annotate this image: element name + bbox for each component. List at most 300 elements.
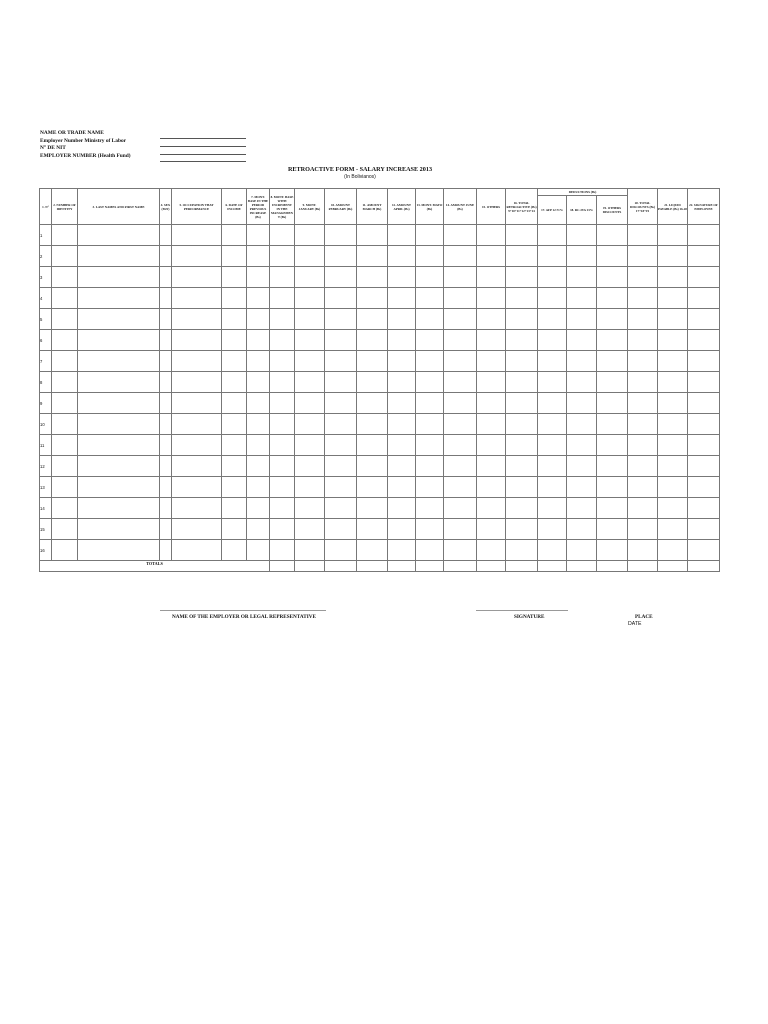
table-cell[interactable] — [270, 351, 295, 372]
table-cell[interactable] — [506, 351, 538, 372]
table-cell[interactable] — [295, 351, 325, 372]
table-cell[interactable] — [325, 351, 357, 372]
table-cell[interactable] — [477, 456, 506, 477]
table-cell[interactable] — [172, 309, 222, 330]
table-cell[interactable] — [444, 267, 477, 288]
table-cell[interactable] — [295, 477, 325, 498]
table-cell[interactable] — [222, 435, 247, 456]
table-cell[interactable] — [688, 309, 720, 330]
table-cell[interactable] — [538, 246, 567, 267]
table-cell[interactable] — [688, 225, 720, 246]
table-cell[interactable] — [172, 246, 222, 267]
table-cell[interactable] — [597, 372, 628, 393]
table-cell[interactable] — [52, 288, 78, 309]
table-cell[interactable] — [247, 456, 270, 477]
table-cell[interactable] — [78, 414, 160, 435]
table-cell[interactable] — [658, 288, 688, 309]
table-cell[interactable] — [658, 309, 688, 330]
table-cell[interactable] — [416, 456, 444, 477]
table-cell[interactable] — [416, 351, 444, 372]
table-cell[interactable] — [538, 372, 567, 393]
table-cell[interactable] — [160, 498, 172, 519]
table-cell[interactable] — [357, 498, 388, 519]
table-cell[interactable] — [172, 372, 222, 393]
table-cell[interactable] — [295, 330, 325, 351]
table-cell[interactable] — [444, 330, 477, 351]
table-cell[interactable] — [628, 309, 658, 330]
table-cell[interactable] — [597, 225, 628, 246]
table-cell[interactable] — [416, 540, 444, 561]
table-cell[interactable] — [160, 288, 172, 309]
table-cell[interactable] — [567, 519, 597, 540]
table-cell[interactable] — [270, 519, 295, 540]
table-cell[interactable] — [357, 393, 388, 414]
table-cell[interactable] — [567, 246, 597, 267]
table-cell[interactable] — [270, 225, 295, 246]
table-cell[interactable] — [597, 246, 628, 267]
table-cell[interactable] — [477, 477, 506, 498]
table-cell[interactable] — [688, 540, 720, 561]
table-cell[interactable] — [688, 372, 720, 393]
table-cell[interactable] — [538, 477, 567, 498]
table-cell[interactable] — [270, 372, 295, 393]
table-cell[interactable] — [567, 267, 597, 288]
table-cell[interactable] — [78, 519, 160, 540]
table-cell[interactable] — [270, 456, 295, 477]
table-cell[interactable] — [357, 351, 388, 372]
table-cell[interactable] — [160, 477, 172, 498]
table-cell[interactable] — [172, 414, 222, 435]
table-cell[interactable] — [222, 456, 247, 477]
table-cell[interactable] — [325, 267, 357, 288]
table-cell[interactable] — [222, 477, 247, 498]
table-cell[interactable] — [567, 372, 597, 393]
table-cell[interactable] — [247, 225, 270, 246]
table-cell[interactable] — [538, 456, 567, 477]
table-cell[interactable] — [658, 246, 688, 267]
table-cell[interactable] — [567, 435, 597, 456]
table-cell[interactable] — [247, 498, 270, 519]
table-cell[interactable] — [357, 288, 388, 309]
table-cell[interactable] — [628, 267, 658, 288]
table-cell[interactable] — [477, 393, 506, 414]
table-cell[interactable] — [270, 435, 295, 456]
table-cell[interactable] — [538, 267, 567, 288]
table-cell[interactable] — [172, 498, 222, 519]
table-cell[interactable] — [688, 414, 720, 435]
table-cell[interactable] — [477, 267, 506, 288]
table-cell[interactable] — [506, 393, 538, 414]
table-cell[interactable] — [357, 225, 388, 246]
table-cell[interactable] — [295, 435, 325, 456]
table-cell[interactable] — [628, 330, 658, 351]
table-cell[interactable] — [567, 498, 597, 519]
table-cell[interactable] — [658, 225, 688, 246]
table-cell[interactable] — [172, 330, 222, 351]
table-cell[interactable] — [222, 225, 247, 246]
table-cell[interactable] — [270, 498, 295, 519]
table-cell[interactable] — [567, 456, 597, 477]
table-cell[interactable] — [270, 288, 295, 309]
table-cell[interactable] — [477, 288, 506, 309]
table-cell[interactable] — [325, 309, 357, 330]
table-cell[interactable] — [270, 330, 295, 351]
table-cell[interactable] — [78, 372, 160, 393]
table-cell[interactable] — [160, 414, 172, 435]
table-cell[interactable] — [270, 477, 295, 498]
health-fund-line[interactable] — [160, 161, 246, 162]
table-cell[interactable] — [416, 372, 444, 393]
table-cell[interactable] — [688, 288, 720, 309]
table-cell[interactable] — [388, 225, 416, 246]
table-cell[interactable] — [506, 246, 538, 267]
table-cell[interactable] — [506, 519, 538, 540]
table-cell[interactable] — [52, 414, 78, 435]
table-cell[interactable] — [416, 393, 444, 414]
table-cell[interactable] — [295, 456, 325, 477]
table-cell[interactable] — [222, 246, 247, 267]
table-cell[interactable] — [688, 435, 720, 456]
table-cell[interactable] — [538, 288, 567, 309]
table-cell[interactable] — [357, 414, 388, 435]
table-cell[interactable] — [538, 225, 567, 246]
table-cell[interactable] — [477, 498, 506, 519]
table-cell[interactable] — [78, 540, 160, 561]
table-cell[interactable] — [444, 225, 477, 246]
table-cell[interactable] — [538, 309, 567, 330]
table-cell[interactable] — [597, 267, 628, 288]
table-cell[interactable] — [270, 414, 295, 435]
table-cell[interactable] — [325, 288, 357, 309]
table-cell[interactable] — [506, 456, 538, 477]
table-cell[interactable] — [538, 519, 567, 540]
table-cell[interactable] — [78, 351, 160, 372]
table-cell[interactable] — [506, 288, 538, 309]
table-cell[interactable] — [160, 309, 172, 330]
table-cell[interactable] — [628, 456, 658, 477]
table-cell[interactable] — [160, 351, 172, 372]
table-cell[interactable] — [658, 456, 688, 477]
totals-cell[interactable] — [357, 561, 388, 572]
table-cell[interactable] — [172, 351, 222, 372]
table-cell[interactable] — [444, 414, 477, 435]
table-cell[interactable] — [247, 309, 270, 330]
table-cell[interactable] — [658, 372, 688, 393]
table-cell[interactable] — [506, 498, 538, 519]
table-cell[interactable] — [444, 288, 477, 309]
totals-cell[interactable] — [416, 561, 444, 572]
table-cell[interactable] — [628, 498, 658, 519]
table-cell[interactable] — [688, 498, 720, 519]
table-cell[interactable] — [52, 246, 78, 267]
table-cell[interactable] — [628, 393, 658, 414]
table-cell[interactable] — [52, 351, 78, 372]
table-cell[interactable] — [688, 393, 720, 414]
table-cell[interactable] — [78, 477, 160, 498]
table-cell[interactable] — [325, 393, 357, 414]
table-cell[interactable] — [357, 309, 388, 330]
table-cell[interactable] — [357, 519, 388, 540]
table-cell[interactable] — [52, 267, 78, 288]
table-cell[interactable] — [477, 330, 506, 351]
table-cell[interactable] — [477, 519, 506, 540]
table-cell[interactable] — [388, 267, 416, 288]
table-cell[interactable] — [538, 393, 567, 414]
totals-cell[interactable] — [597, 561, 628, 572]
table-cell[interactable] — [538, 540, 567, 561]
table-cell[interactable] — [78, 456, 160, 477]
table-cell[interactable] — [477, 309, 506, 330]
totals-cell[interactable] — [295, 561, 325, 572]
table-cell[interactable] — [325, 540, 357, 561]
table-cell[interactable] — [325, 246, 357, 267]
table-cell[interactable] — [597, 498, 628, 519]
table-cell[interactable] — [52, 498, 78, 519]
table-cell[interactable] — [172, 477, 222, 498]
table-cell[interactable] — [325, 477, 357, 498]
table-cell[interactable] — [247, 267, 270, 288]
table-cell[interactable] — [444, 540, 477, 561]
table-cell[interactable] — [628, 351, 658, 372]
table-cell[interactable] — [388, 414, 416, 435]
table-cell[interactable] — [295, 393, 325, 414]
table-cell[interactable] — [628, 288, 658, 309]
table-cell[interactable] — [247, 519, 270, 540]
table-cell[interactable] — [357, 372, 388, 393]
totals-cell[interactable] — [628, 561, 658, 572]
table-cell[interactable] — [444, 519, 477, 540]
table-cell[interactable] — [416, 309, 444, 330]
table-cell[interactable] — [506, 309, 538, 330]
table-cell[interactable] — [628, 519, 658, 540]
table-cell[interactable] — [222, 267, 247, 288]
table-cell[interactable] — [688, 246, 720, 267]
table-cell[interactable] — [270, 246, 295, 267]
table-cell[interactable] — [325, 456, 357, 477]
table-cell[interactable] — [222, 330, 247, 351]
table-cell[interactable] — [477, 225, 506, 246]
table-cell[interactable] — [658, 540, 688, 561]
table-cell[interactable] — [597, 414, 628, 435]
table-cell[interactable] — [416, 414, 444, 435]
table-cell[interactable] — [444, 477, 477, 498]
table-cell[interactable] — [247, 435, 270, 456]
table-cell[interactable] — [52, 393, 78, 414]
table-cell[interactable] — [658, 498, 688, 519]
table-cell[interactable] — [78, 330, 160, 351]
table-cell[interactable] — [567, 540, 597, 561]
table-cell[interactable] — [658, 519, 688, 540]
table-cell[interactable] — [222, 351, 247, 372]
table-cell[interactable] — [506, 540, 538, 561]
table-cell[interactable] — [567, 393, 597, 414]
table-cell[interactable] — [78, 435, 160, 456]
table-cell[interactable] — [295, 498, 325, 519]
table-cell[interactable] — [506, 267, 538, 288]
table-cell[interactable] — [538, 351, 567, 372]
table-cell[interactable] — [357, 267, 388, 288]
table-cell[interactable] — [628, 225, 658, 246]
totals-cell[interactable] — [388, 561, 416, 572]
table-cell[interactable] — [388, 288, 416, 309]
table-cell[interactable] — [477, 435, 506, 456]
totals-cell[interactable] — [658, 561, 688, 572]
table-cell[interactable] — [388, 456, 416, 477]
table-cell[interactable] — [506, 225, 538, 246]
table-cell[interactable] — [506, 372, 538, 393]
table-cell[interactable] — [78, 288, 160, 309]
table-cell[interactable] — [295, 309, 325, 330]
table-cell[interactable] — [357, 435, 388, 456]
table-cell[interactable] — [78, 498, 160, 519]
table-cell[interactable] — [477, 414, 506, 435]
totals-cell[interactable] — [688, 561, 720, 572]
totals-cell[interactable] — [567, 561, 597, 572]
table-cell[interactable] — [658, 330, 688, 351]
table-cell[interactable] — [222, 288, 247, 309]
table-cell[interactable] — [538, 498, 567, 519]
table-cell[interactable] — [567, 288, 597, 309]
table-cell[interactable] — [388, 372, 416, 393]
table-cell[interactable] — [325, 414, 357, 435]
table-cell[interactable] — [567, 477, 597, 498]
table-cell[interactable] — [172, 540, 222, 561]
table-cell[interactable] — [357, 330, 388, 351]
table-cell[interactable] — [597, 351, 628, 372]
table-cell[interactable] — [325, 225, 357, 246]
table-cell[interactable] — [160, 267, 172, 288]
table-cell[interactable] — [688, 330, 720, 351]
table-cell[interactable] — [160, 435, 172, 456]
table-cell[interactable] — [172, 435, 222, 456]
table-cell[interactable] — [295, 372, 325, 393]
table-cell[interactable] — [506, 414, 538, 435]
table-cell[interactable] — [270, 309, 295, 330]
table-cell[interactable] — [325, 519, 357, 540]
table-cell[interactable] — [222, 393, 247, 414]
table-cell[interactable] — [160, 456, 172, 477]
totals-cell[interactable] — [325, 561, 357, 572]
table-cell[interactable] — [160, 330, 172, 351]
table-cell[interactable] — [416, 267, 444, 288]
table-cell[interactable] — [506, 435, 538, 456]
table-cell[interactable] — [247, 477, 270, 498]
totals-cell[interactable] — [506, 561, 538, 572]
table-cell[interactable] — [658, 267, 688, 288]
table-cell[interactable] — [247, 393, 270, 414]
table-cell[interactable] — [357, 246, 388, 267]
table-cell[interactable] — [325, 330, 357, 351]
table-cell[interactable] — [52, 330, 78, 351]
table-cell[interactable] — [222, 540, 247, 561]
totals-cell[interactable] — [477, 561, 506, 572]
table-cell[interactable] — [52, 435, 78, 456]
table-cell[interactable] — [688, 267, 720, 288]
table-cell[interactable] — [658, 414, 688, 435]
table-cell[interactable] — [172, 393, 222, 414]
table-cell[interactable] — [247, 414, 270, 435]
table-cell[interactable] — [247, 288, 270, 309]
table-cell[interactable] — [295, 267, 325, 288]
table-cell[interactable] — [538, 435, 567, 456]
table-cell[interactable] — [247, 330, 270, 351]
table-cell[interactable] — [416, 246, 444, 267]
table-cell[interactable] — [477, 372, 506, 393]
table-cell[interactable] — [222, 414, 247, 435]
table-cell[interactable] — [444, 393, 477, 414]
table-cell[interactable] — [52, 519, 78, 540]
table-cell[interactable] — [222, 498, 247, 519]
table-cell[interactable] — [538, 414, 567, 435]
table-cell[interactable] — [628, 246, 658, 267]
table-cell[interactable] — [597, 456, 628, 477]
table-cell[interactable] — [567, 351, 597, 372]
table-cell[interactable] — [388, 540, 416, 561]
table-cell[interactable] — [416, 330, 444, 351]
table-cell[interactable] — [597, 393, 628, 414]
table-cell[interactable] — [567, 330, 597, 351]
table-cell[interactable] — [416, 288, 444, 309]
table-cell[interactable] — [172, 288, 222, 309]
table-cell[interactable] — [388, 351, 416, 372]
table-cell[interactable] — [172, 519, 222, 540]
table-cell[interactable] — [477, 246, 506, 267]
ministry-number-line[interactable] — [160, 146, 246, 147]
table-cell[interactable] — [658, 393, 688, 414]
table-cell[interactable] — [325, 435, 357, 456]
table-cell[interactable] — [247, 351, 270, 372]
table-cell[interactable] — [222, 309, 247, 330]
table-cell[interactable] — [388, 477, 416, 498]
table-cell[interactable] — [506, 330, 538, 351]
table-cell[interactable] — [416, 519, 444, 540]
table-cell[interactable] — [628, 372, 658, 393]
table-cell[interactable] — [444, 309, 477, 330]
table-cell[interactable] — [160, 225, 172, 246]
table-cell[interactable] — [658, 477, 688, 498]
table-cell[interactable] — [357, 456, 388, 477]
table-cell[interactable] — [388, 309, 416, 330]
table-cell[interactable] — [416, 477, 444, 498]
table-cell[interactable] — [597, 519, 628, 540]
table-cell[interactable] — [444, 372, 477, 393]
totals-cell[interactable] — [270, 561, 295, 572]
table-cell[interactable] — [444, 246, 477, 267]
table-cell[interactable] — [477, 351, 506, 372]
table-cell[interactable] — [247, 246, 270, 267]
table-cell[interactable] — [295, 540, 325, 561]
trade-name-line[interactable] — [160, 138, 246, 139]
table-cell[interactable] — [295, 225, 325, 246]
totals-cell[interactable] — [538, 561, 567, 572]
table-cell[interactable] — [688, 351, 720, 372]
table-cell[interactable] — [270, 267, 295, 288]
table-cell[interactable] — [172, 225, 222, 246]
table-cell[interactable] — [597, 288, 628, 309]
table-cell[interactable] — [52, 225, 78, 246]
table-cell[interactable] — [444, 435, 477, 456]
table-cell[interactable] — [388, 519, 416, 540]
table-cell[interactable] — [325, 372, 357, 393]
table-cell[interactable] — [388, 498, 416, 519]
table-cell[interactable] — [295, 414, 325, 435]
table-cell[interactable] — [52, 540, 78, 561]
table-cell[interactable] — [628, 414, 658, 435]
table-cell[interactable] — [628, 435, 658, 456]
table-cell[interactable] — [160, 372, 172, 393]
table-cell[interactable] — [295, 246, 325, 267]
table-cell[interactable] — [357, 540, 388, 561]
